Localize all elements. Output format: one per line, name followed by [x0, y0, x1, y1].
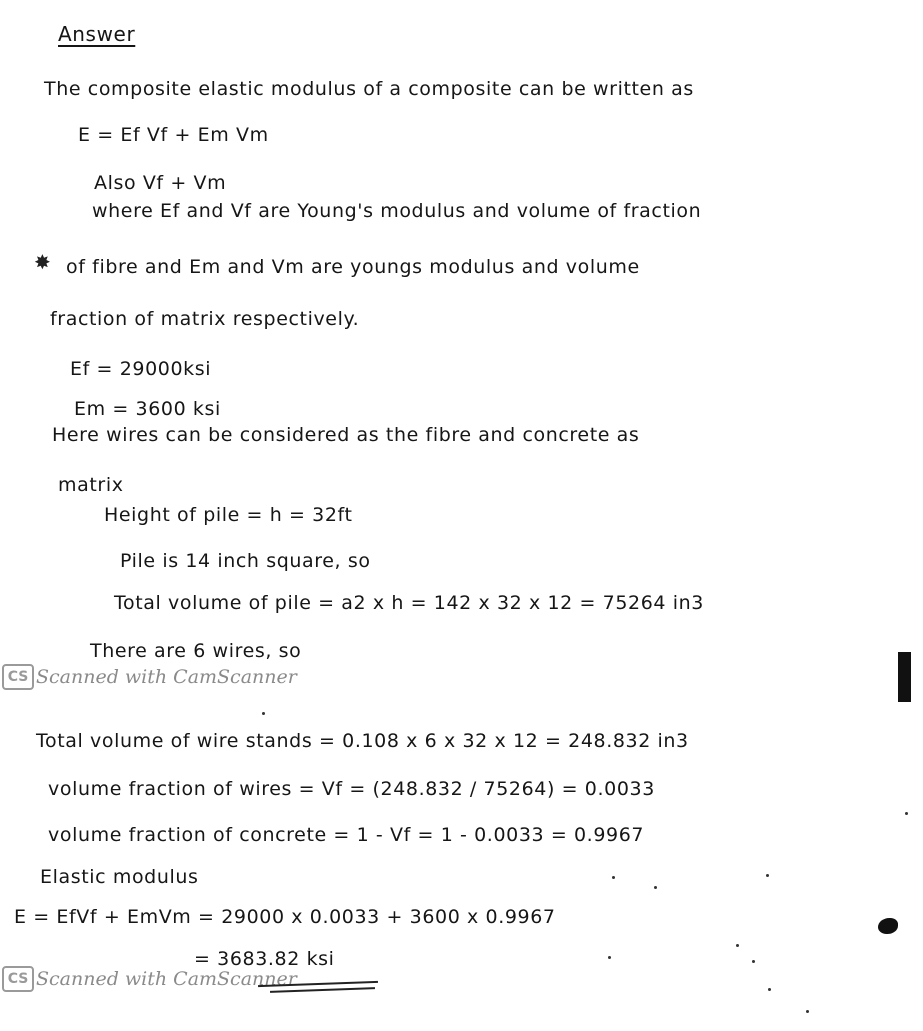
camscanner-watermark-bottom [2, 966, 297, 992]
scan-speck [654, 886, 657, 889]
concrete-volume-fraction: volume fraction of concrete = 1 - Vf = 1 - 0.0033 = 0.9967 [48, 824, 645, 846]
text-line-matrix-word: matrix [58, 474, 124, 496]
wires-count: There are 6 wires, so [90, 640, 302, 662]
camscanner-watermark [2, 664, 297, 690]
watermark-text: Scanned with CamScanner [36, 666, 297, 688]
text-line-wires: Here wires can be considered as the fibre and concrete as [52, 424, 640, 446]
ink-blot-icon [878, 918, 898, 934]
scan-speck [752, 960, 755, 963]
scan-speck [608, 956, 611, 959]
elastic-modulus-result: = 3683.82 ksi [194, 948, 335, 970]
scan-speck [905, 812, 908, 815]
scan-speck [262, 712, 265, 715]
answer-heading: Answer [58, 22, 136, 46]
wires-volume-fraction: volume fraction of wires = Vf = (248.832 / 75264) = 0.0033 [48, 778, 655, 800]
watermark-text-bottom: Scanned with CamScanner [36, 968, 297, 990]
camscanner-logo: CS [2, 664, 34, 690]
text-line-matrix: fraction of matrix respectively. [50, 308, 360, 330]
wire-stands-volume: Total volume of wire stands = 0.108 x 6 x 32 x 12 = 248.832 in3 [36, 730, 689, 752]
camscanner-logo-bottom: CS [2, 966, 34, 992]
text-line-1: The composite elastic modulus of a composite can be written as [44, 78, 694, 100]
scan-speck [612, 876, 615, 879]
scan-speck [736, 944, 739, 947]
pile-volume: Total volume of pile = a2 x h = 142 x 32 x 12 = 75264 in3 [114, 592, 704, 614]
ef-value: Ef = 29000ksi [70, 358, 212, 380]
scan-speck [806, 1010, 809, 1013]
em-value: Em = 3600 ksi [74, 398, 221, 420]
elastic-modulus-equation: E = EfVf + EmVm = 29000 x 0.0033 + 3600 x 0.9967 [14, 906, 556, 928]
formula-line: E = Ef Vf + Em Vm [78, 124, 269, 146]
scan-speck [768, 988, 771, 991]
pile-square: Pile is 14 inch square, so [120, 550, 371, 572]
pile-height: Height of pile = h = 32ft [104, 504, 353, 526]
elastic-modulus-label: Elastic modulus [40, 866, 199, 888]
text-line-where: where Ef and Vf are Young's modulus and volume of fraction [92, 200, 702, 222]
text-line-also: Also Vf + Vm [94, 172, 227, 194]
scan-speck [766, 874, 769, 877]
ink-spot-icon: ✸ [34, 250, 51, 274]
scan-edge-mark [898, 652, 911, 702]
text-line-fibre: of fibre and Em and Vm are youngs modulus and volume [66, 256, 640, 278]
